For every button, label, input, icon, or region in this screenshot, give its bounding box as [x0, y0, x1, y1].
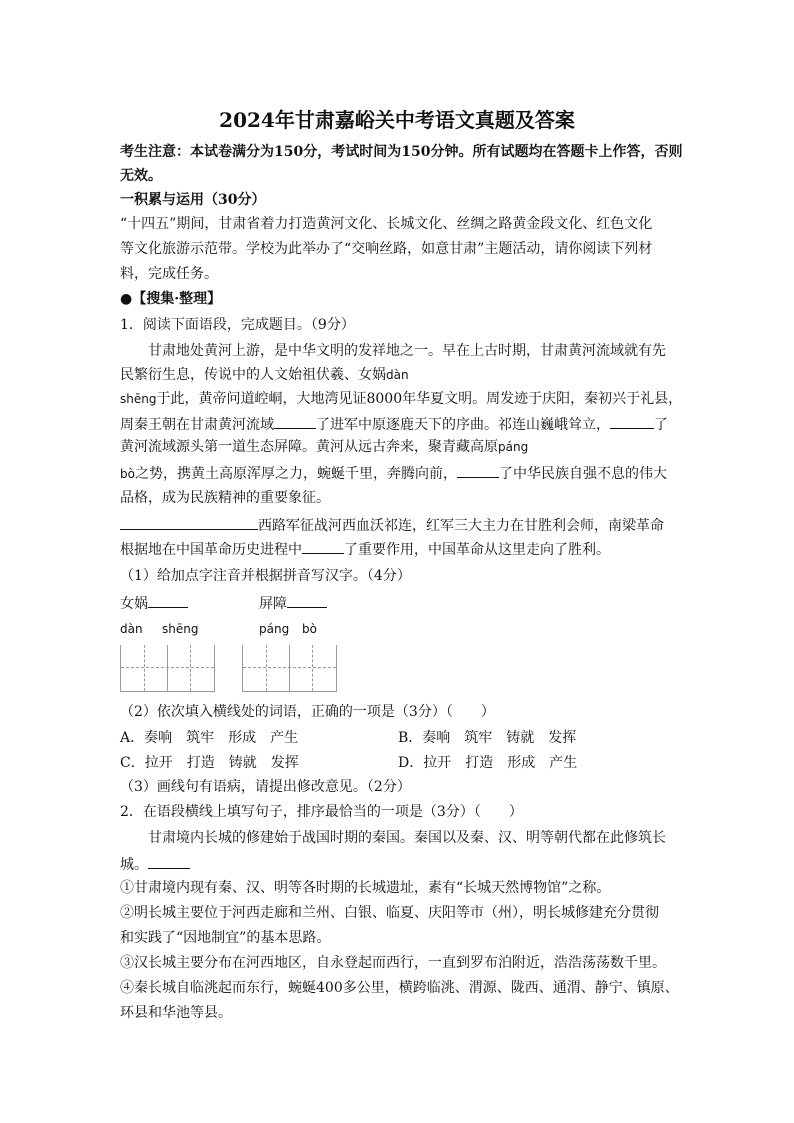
- word-label: 屏障: [259, 596, 287, 612]
- passage-text: 了进军中原逐鹿天下的序曲。祁连山巍峨耸立，: [316, 417, 610, 433]
- passage-line: [120, 438, 528, 456]
- option-c[interactable]: C．拉开 打造 铸就 发挥: [120, 755, 299, 771]
- question-1: 1．阅读下面语段，完成题目。（9分）: [120, 317, 355, 333]
- passage-text: 民繁衍生息，传说中的人文始祖伏羲、女娲: [120, 367, 386, 383]
- sentence-option-2-cont: 和实践了“因地制宜”的基本思路。: [120, 930, 331, 946]
- pinyin-annotation: shēng: [120, 392, 157, 406]
- passage-line: [120, 539, 610, 559]
- passage-line: [120, 390, 682, 408]
- sub-question-3: （3）画线句有语病，请提出修改意见。（2分）: [120, 779, 411, 795]
- passage-text: 根据地在中国革命历史进程中: [120, 542, 302, 558]
- intro-text: “十四五”期间，甘肃省着力打造黄河文化、长城文化、丝绸之路黄金段文化、红色文化: [120, 216, 653, 232]
- sub-question-1: （1）给加点字注音并根据拼音写汉字。（4分）: [120, 568, 411, 584]
- section-heading: 一积累与运用（30分）: [120, 192, 266, 208]
- fill-blank[interactable]: [148, 854, 190, 869]
- exam-notice: 考生注意：本试卷满分为150分，考试时间为150分钟。所有试题均在答题卡上作答，否则: [120, 144, 683, 160]
- passage-text: 黄河流域源头第一道生态屏障。黄河从远古奔来，聚青藏高原: [120, 439, 498, 455]
- answer-blank[interactable]: [148, 593, 188, 608]
- passage-line: 品格，成为民族精神的重要象征。: [120, 490, 330, 506]
- passage-line: [120, 515, 664, 535]
- word-item: [259, 593, 327, 613]
- passage-line: [120, 366, 409, 384]
- passage-text: 城。: [120, 857, 148, 873]
- passage-line: 甘肃地处黄河上游，是中华文明的发祥地之一。早在上古时期，甘肃黄河流域就有先: [148, 343, 666, 359]
- pinyin-label: dàn: [120, 622, 143, 636]
- passage-text: 了重要作用，中国革命从这里走向了胜利。: [344, 542, 610, 558]
- sentence-option-3: ③汉长城主要分布在河西地区，自永登起而西行，一直到罗布泊附近，浩浩荡荡数千里。: [120, 955, 666, 971]
- option-d[interactable]: D．拉开 打造 形成 产生: [398, 755, 578, 771]
- pinyin-label: shēng: [162, 622, 199, 636]
- page-title: 2024年甘肃嘉峪关中考语文真题及答案: [219, 108, 575, 132]
- passage-text: 于此，黄帝问道崆峒，大地湾见证8000年华夏文明。周发迹于庆阳，秦初兴于礼县，: [156, 391, 683, 407]
- fill-blank[interactable]: [457, 463, 499, 478]
- grid-guide: [312, 645, 313, 691]
- sentence-option-1: ①甘肃境内现有秦、汉、明等各时期的长城遗址，素有“长城天然博物馆”之称。: [120, 880, 611, 896]
- task-header: ●【搜集·整理】: [120, 291, 222, 307]
- pinyin-label: páng: [259, 622, 290, 636]
- passage-line: [120, 463, 667, 483]
- intro-text: 料，完成任务。: [120, 266, 218, 282]
- word-label: 女娲: [120, 596, 148, 612]
- writing-grid[interactable]: [242, 645, 337, 692]
- passage-text: 周秦王朝在甘肃黄河流域: [120, 417, 274, 433]
- option-a[interactable]: A．奏响 筑牢 形成 产生: [120, 730, 299, 746]
- fill-blank[interactable]: [302, 539, 344, 554]
- pinyin-annotation: bò: [120, 467, 135, 481]
- exam-notice-cont: 无效。: [120, 168, 162, 184]
- sub-question-2: （2）依次填入横线处的词语，正确的一项是（3分）（ ）: [120, 704, 495, 720]
- fill-blank[interactable]: [610, 414, 654, 429]
- grid-guide: [266, 645, 267, 691]
- passage-line: [120, 854, 190, 874]
- sentence-option-4: ④秦长城自临洮起而东行，蜿蜒400多公里，横跨临洮、渭源、陇西、通渭、静宁、镇原、: [120, 980, 679, 996]
- underlined-sentence-blank[interactable]: [120, 515, 258, 530]
- grid-guide: [144, 645, 145, 691]
- sentence-option-4-cont: 环县和华池等县。: [120, 1005, 232, 1021]
- option-b[interactable]: B．奏响 筑牢 铸就 发挥: [398, 730, 577, 746]
- intro-text: 等文化旅游示范带。学校为此举办了“交响丝路，如意甘肃”主题活动，请你阅读下列材: [120, 241, 653, 257]
- pinyin-annotation: dàn: [386, 368, 409, 382]
- pinyin-annotation: páng: [498, 440, 529, 454]
- passage-line: 甘肃境内长城的修建始于战国时期的秦国。秦国以及秦、汉、明等朝代都在此修筑长: [148, 830, 666, 846]
- passage-text: 西路军征战河西血沃祁连，红军三大主力在甘胜利会师，南梁革命: [258, 518, 664, 534]
- writing-grid[interactable]: [120, 645, 215, 692]
- question-2: 2．在语段横线上填写句子，排序最恰当的一项是（3分）（ ）: [120, 804, 523, 820]
- passage-text: 了: [654, 417, 668, 433]
- word-item: [120, 593, 188, 613]
- fill-blank[interactable]: [274, 414, 316, 429]
- sentence-option-2: ②明长城主要位于河西走廊和兰州、白银、临夏、庆阳等市（州），明长城修建充分贯彻: [120, 905, 659, 921]
- grid-guide: [190, 645, 191, 691]
- passage-text: 之势，携黄土高原浑厚之力，蜿蜒千里，奔腾向前，: [134, 466, 457, 482]
- passage-line: [120, 414, 668, 434]
- answer-blank[interactable]: [287, 593, 327, 608]
- passage-text: 了中华民族自强不息的伟大: [498, 466, 667, 482]
- pinyin-label: bò: [302, 622, 317, 636]
